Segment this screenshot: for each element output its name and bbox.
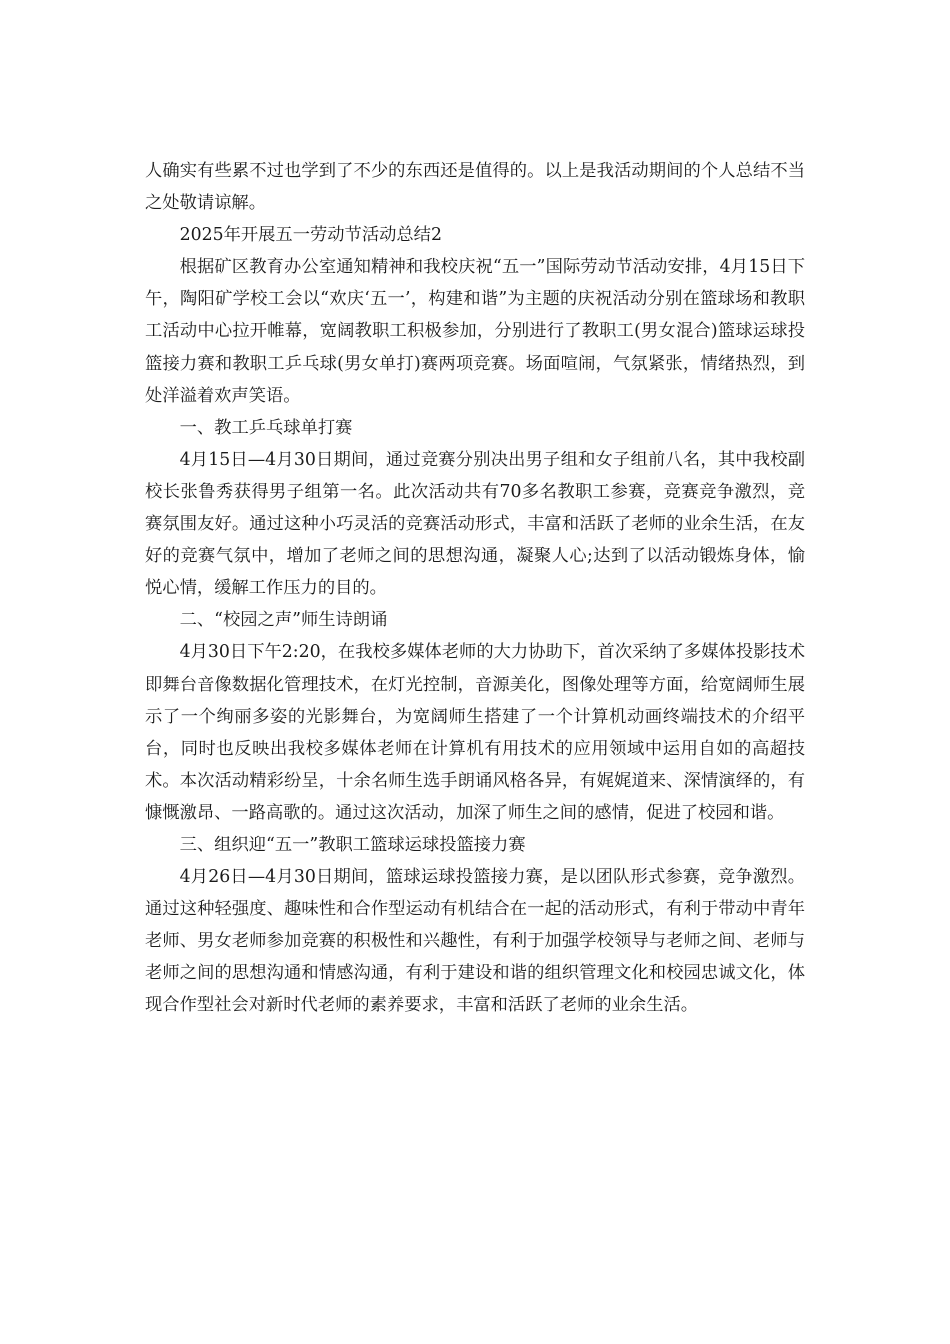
paragraph-basketball-relay: 4月26日—4月30日期间，篮球运球投篮接力赛，是以团队形式参赛，竞争激烈。通过这种轻强度、趣味性和合作型运动有机结合在一起的活动形式，有利于带动中青年老师、男女老师参加竞赛的积极性和兴趣性，有利于加强学校领导与老师之间、老师与老师之间的思想沟通和情感沟通，有利于建设和谐的组织管理文化和校园忠诚文化，体现合作型社会对新时代老师的素养要求，丰富和活跃了老师的业余生活。 [145,867,805,1016]
document-body [145,155,805,1022]
document-heading: 2025年开展五一劳动节活动总结2 [179,225,442,246]
paragraph-closing-summary: 人确实有些累不过也学到了不少的东西还是值得的。以上是我活动期间的个人总结不当之处敬请谅解。 [145,161,805,214]
section-heading-table-tennis: 一、教工乒乓球单打赛 [179,417,353,438]
section-heading-basketball-relay: 三、组织迎“五一”教职工篮球运球投篮接力赛 [179,834,526,855]
paragraph-table-tennis: 4月15日—4月30日期间，通过竞赛分别决出男子组和女子组前八名，其中我校副校长张鲁秀获得男子组第一名。此次活动共有70多名教职工参赛，竞赛竞争激烈，竞赛氛围友好。通过这种小巧灵活的竞赛活动形式，丰富和活跃了老师的业余生活，在友好的竞赛气氛中，增加了老师之间的思想沟通，凝聚人心;达到了以活动锻炼身体，愉悦心情，缓解工作压力的目的。 [145,449,805,599]
paragraph-poetry-reading: 4月30日下午2:20，在我校多媒体老师的大力协助下，首次采纳了多媒体投影技术即舞台音像数据化管理技术，在灯光控制，音源美化，图像处理等方面，给宽阔师生展示了一个绚丽多姿的光影舞台，为宽阔师生搭建了一个计算机动画终端技术的介绍平台，同时也反映出我校多媒体老师在计算机有用技术的应用领域中运用自如的高超技术。本次活动精彩纷呈，十余名师生选手朗诵风格各异，有娓娓道来、深情演绎的，有慷慨激昂、一路高歌的。通过这次活动，加深了师生之间的感情，促进了校园和谐。 [145,642,805,823]
section-heading-poetry-reading: 二、“校园之声”师生诗朗诵 [179,610,388,631]
paragraph-intro: 根据矿区教育办公室通知精神和我校庆祝“五一”国际劳动节活动安排，4月15日下午，陶阳矿学校工会以“欢庆‘五一’，构建和谐”为主题的庆祝活动分别在篮球场和教职工活动中心拉开帷幕，宽阔教职工积极参加，分别进行了教职工(男女混合)篮球运球投篮接力赛和教职工乒乓球(男女单打)赛两项竞赛。场面喧闹，气氛紧张，情绪热烈，到处洋溢着欢声笑语。 [145,257,805,406]
